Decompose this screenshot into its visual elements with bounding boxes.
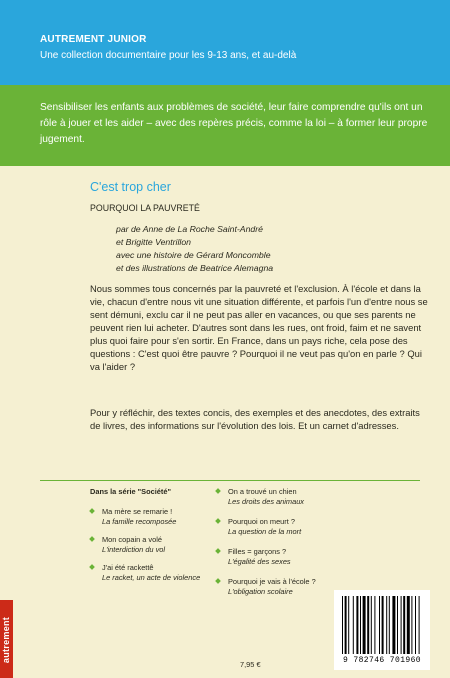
catalog-item-subtitle: L'égalité des sexes bbox=[228, 557, 291, 566]
catalog-item-title: Pourquoi je vais à l'école ? bbox=[228, 577, 316, 586]
catalog-item-title: Ma mère se remarie ! bbox=[102, 507, 173, 516]
diamond-bullet-icon bbox=[89, 508, 95, 514]
catalog-item-title: On a trouvé un chien bbox=[228, 487, 297, 496]
series-name: AUTREMENT JUNIOR bbox=[40, 34, 147, 45]
diamond-bullet-icon bbox=[215, 548, 221, 554]
series-description: Une collection documentaire pour les 9-13 ans, et au-delà bbox=[40, 50, 297, 61]
body-paragraph-1: Nous sommes tous concernés par la pauvreté et l'exclusion. À l'école et dans la vie, chacun d'entre nous vit une situation différente, et parfois l'un d'entre nous se sent démuni, exclu car il ne peut pas aller en vacances, ou que ses parents ne peuvent rien lui acheter. D'autres sont dans les rues, ont froid, faim et ne savent plus quoi faire pour s'en sortir. En France, dans un pays riche, cela pose des questions : C'est quoi être pauvre ? Pourquoi il ne veut pas qu'on en parle ? Qui va l'aider ? bbox=[90, 283, 428, 372]
diamond-bullet-icon bbox=[215, 578, 221, 584]
catalog-item-title: Pourquoi on meurt ? bbox=[228, 517, 295, 526]
catalog-item-subtitle: Les droits des animaux bbox=[228, 497, 304, 506]
publisher-logo bbox=[0, 600, 13, 678]
catalog-item-subtitle: L'interdiction du vol bbox=[102, 545, 166, 554]
catalog-column-right bbox=[216, 487, 366, 607]
catalog-item bbox=[216, 487, 366, 507]
series-band bbox=[0, 0, 450, 85]
catalog-item-subtitle: Le racket, un acte de violence bbox=[102, 573, 201, 582]
body-paragraph-2: Pour y réfléchir, des textes concis, des exemples et des anecdotes, des extraits de livres, des informations sur l'évolution des lois. Et un carnet d'adresses. bbox=[90, 407, 420, 431]
catalog-divider bbox=[40, 480, 420, 481]
mission-band bbox=[0, 85, 450, 166]
publisher-name: autrement bbox=[1, 616, 11, 664]
price-label: 7,95 € bbox=[240, 660, 261, 669]
diamond-bullet-icon bbox=[89, 536, 95, 542]
barcode-bars-icon bbox=[342, 596, 422, 654]
catalog-item bbox=[216, 547, 366, 567]
diamond-bullet-icon bbox=[89, 564, 95, 570]
credit-line: par de Anne de La Roche Saint-André bbox=[116, 224, 263, 234]
book-credits bbox=[116, 223, 273, 275]
catalog-item-title: Mon copain a volé bbox=[102, 535, 162, 544]
credit-line: et Brigitte Ventrillon bbox=[116, 237, 192, 247]
barcode bbox=[334, 590, 430, 670]
barcode-digits: 9 782746 701960 bbox=[342, 656, 421, 665]
credit-line: et des illustrations de Beatrice Alemagna bbox=[116, 263, 274, 273]
diamond-bullet-icon bbox=[215, 488, 221, 494]
catalog-item-title: J'ai été rackettê bbox=[102, 563, 154, 572]
book-title: C'est trop cher bbox=[90, 180, 171, 194]
book-subtitle: POURQUOI LA PAUVRETÉ bbox=[90, 203, 200, 213]
catalog-item-subtitle: L'obligation scolaire bbox=[228, 587, 293, 596]
mission-statement: Sensibiliser les enfants aux problèmes de société, leur faire comprendre qu'ils ont un rôle à jouer et les aider – avec des repères précis, comme la loi – à former leur propre jugement. bbox=[40, 102, 428, 145]
diamond-bullet-icon bbox=[215, 518, 221, 524]
catalog-item-subtitle: La famille recomposée bbox=[102, 517, 177, 526]
credit-line: avec une histoire de Gérard Moncomble bbox=[116, 250, 271, 260]
catalog-item-title: Filles = garçons ? bbox=[228, 547, 287, 556]
catalog-item bbox=[216, 517, 366, 537]
catalog-heading: Dans la série "Société" bbox=[90, 487, 171, 496]
catalog-item-subtitle: La question de la mort bbox=[228, 527, 302, 536]
